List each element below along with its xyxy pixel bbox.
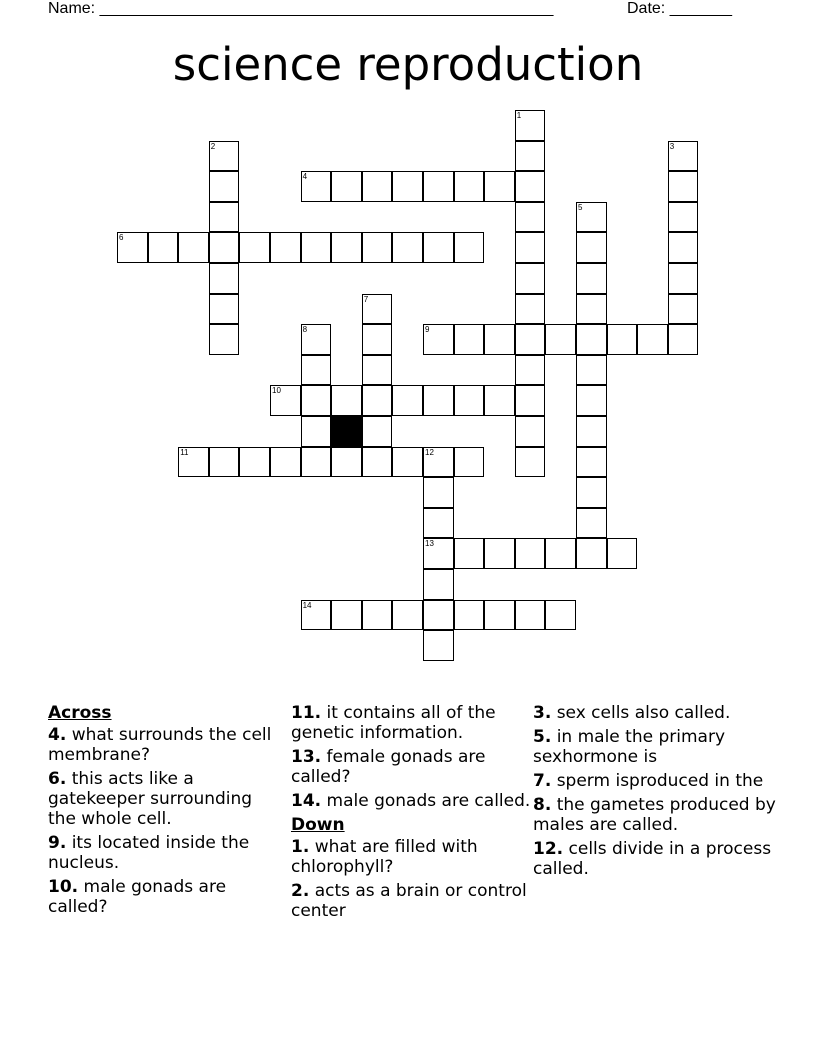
clue-number: 6 [119, 233, 124, 243]
grid-cell[interactable] [209, 171, 240, 202]
grid-cell[interactable] [515, 141, 546, 172]
grid-cell[interactable] [423, 508, 454, 539]
grid-cell[interactable] [331, 385, 362, 416]
clue-number: 12 [425, 447, 434, 457]
grid-cell[interactable] [454, 385, 485, 416]
grid-cell[interactable] [576, 232, 607, 263]
clue-across-4: 4. what surrounds the cell membrane? [48, 725, 272, 765]
grid-cell[interactable] [178, 447, 209, 478]
grid-cell[interactable] [301, 232, 332, 263]
grid-cell[interactable] [668, 202, 699, 233]
grid-cell[interactable] [454, 171, 485, 202]
grid-cell[interactable] [301, 171, 332, 202]
grid-cell[interactable] [515, 600, 546, 631]
grid-cell[interactable] [545, 600, 576, 631]
clue-down-3: 3. sex cells also called. [533, 703, 731, 723]
page-title: science reproduction [172, 38, 644, 91]
grid-cell[interactable] [423, 600, 454, 631]
clue-number: 8 [302, 325, 308, 335]
grid-cell[interactable] [545, 324, 576, 355]
grid-cell[interactable] [668, 232, 699, 263]
grid-cell[interactable] [545, 538, 576, 569]
grid-cell[interactable] [668, 171, 699, 202]
grid-cell[interactable] [576, 355, 607, 386]
clue-across-10: 10. male gonads are called? [48, 877, 227, 917]
clue-across-11: 11. it contains all of the genetic information. [291, 703, 496, 743]
grid-cell[interactable] [301, 385, 332, 416]
grid-cell[interactable] [331, 600, 362, 631]
grid-cell[interactable] [331, 171, 362, 202]
clues-column-2 [291, 703, 531, 925]
grid-cell[interactable] [515, 416, 546, 447]
grid-cell[interactable] [209, 447, 240, 478]
grid-cell[interactable] [331, 232, 362, 263]
grid-cell[interactable] [576, 294, 607, 325]
grid-cell[interactable] [301, 600, 332, 631]
grid-cell[interactable] [454, 232, 485, 263]
grid-cell[interactable] [515, 294, 546, 325]
across-heading: Across [48, 703, 112, 723]
grid-cell[interactable] [362, 416, 393, 447]
grid-cell[interactable] [423, 538, 454, 569]
grid-cell[interactable] [423, 324, 454, 355]
clue-down-8: 8. the gametes produced by males are called. [533, 795, 776, 835]
grid-cell[interactable] [392, 232, 423, 263]
grid-cell[interactable] [515, 263, 546, 294]
grid-cell[interactable] [301, 447, 332, 478]
grid-cell[interactable] [515, 538, 546, 569]
grid-cell[interactable] [423, 232, 454, 263]
date-field[interactable]: Date: _______ [627, 0, 732, 17]
grid-cell[interactable] [209, 141, 240, 172]
grid-cell[interactable] [576, 416, 607, 447]
clue-down-5: 5. in male the primary sexhormone is [533, 727, 726, 767]
grid-cell[interactable] [423, 447, 454, 478]
grid-cell[interactable] [607, 324, 638, 355]
grid-cell[interactable] [515, 171, 546, 202]
grid-cell[interactable] [454, 324, 485, 355]
grid-cell[interactable] [515, 110, 546, 141]
clue-across-14: 14. male gonads are called. [291, 791, 531, 811]
grid-cell[interactable] [209, 324, 240, 355]
grid-cell[interactable] [515, 385, 546, 416]
grid-cell[interactable] [362, 294, 393, 325]
grid-cell[interactable] [423, 569, 454, 600]
grid-cell[interactable] [392, 600, 423, 631]
clue-across-9: 9. its located inside the nucleus. [48, 833, 250, 873]
grid-cell[interactable] [392, 447, 423, 478]
grid-cell[interactable] [362, 600, 393, 631]
grid-cell[interactable] [576, 324, 607, 355]
grid-cell[interactable] [270, 232, 301, 263]
grid-cell[interactable] [362, 447, 393, 478]
grid-cell[interactable] [301, 355, 332, 386]
grid-cell[interactable] [209, 232, 240, 263]
grid-cell[interactable] [117, 232, 148, 263]
grid-cell[interactable] [362, 232, 393, 263]
grid-cell[interactable] [392, 171, 423, 202]
grid-cell[interactable] [515, 232, 546, 263]
clue-down-12: 12. cells divide in a process called. [533, 839, 772, 879]
clue-across-13: 13. female gonads are called? [291, 747, 486, 787]
grid-cell[interactable] [178, 232, 209, 263]
clue-down-2: 2. acts as a brain or control center [291, 881, 527, 921]
name-field[interactable]: Name: ___________________________________________________ [48, 0, 554, 17]
clue-number: 14 [302, 600, 312, 610]
grid-cell[interactable] [576, 538, 607, 569]
grid-cell[interactable] [515, 202, 546, 233]
clue-down-7: 7. sperm isproduced in the [533, 771, 764, 791]
grid-cell[interactable] [668, 324, 699, 355]
grid-cell[interactable] [454, 600, 485, 631]
grid-cell[interactable] [576, 477, 607, 508]
grid-cell[interactable] [392, 385, 423, 416]
clue-down-1: 1. what are filled with chlorophyll? [291, 837, 478, 877]
grid-cell[interactable] [301, 416, 332, 447]
grid-cell[interactable] [331, 447, 362, 478]
clues-column-1 [48, 703, 283, 921]
grid-cell[interactable] [301, 324, 332, 355]
grid-cell[interactable] [637, 324, 668, 355]
clue-number: 9 [425, 325, 430, 335]
clues-column-3 [533, 703, 783, 883]
grid-cell[interactable] [484, 171, 515, 202]
grid-cell[interactable] [576, 385, 607, 416]
grid-cell[interactable] [423, 630, 454, 661]
grid-cell[interactable] [209, 263, 240, 294]
clue-number: 2 [210, 141, 216, 151]
grid-cell[interactable] [270, 385, 301, 416]
grid-cell[interactable] [668, 141, 699, 172]
grid-cell[interactable] [576, 202, 607, 233]
grid-cell[interactable] [484, 600, 515, 631]
grid-cell[interactable] [484, 385, 515, 416]
grid-cell[interactable] [423, 477, 454, 508]
clue-number: 3 [669, 141, 675, 151]
clue-number: 1 [516, 111, 522, 120]
grid-cell[interactable] [148, 232, 179, 263]
grid-cell[interactable] [454, 538, 485, 569]
clue-number: 13 [425, 539, 434, 549]
grid-cell[interactable] [576, 508, 607, 539]
grid-cell[interactable] [362, 355, 393, 386]
grid-cell[interactable] [576, 447, 607, 478]
grid-cell[interactable] [209, 202, 240, 233]
grid-cell[interactable] [362, 171, 393, 202]
grid-cell[interactable] [484, 324, 515, 355]
clue-number: 11 [180, 447, 189, 457]
clue-number: 4 [302, 172, 308, 182]
black-cell [331, 416, 362, 447]
grid-cell[interactable] [270, 447, 301, 478]
down-heading: Down [291, 815, 345, 835]
clue-number: 5 [578, 202, 583, 212]
clue-across-6: 6. this acts like a gatekeeper surrounding the whole cell. [48, 769, 253, 829]
grid-cell[interactable] [576, 263, 607, 294]
grid-cell[interactable] [454, 447, 485, 478]
grid-cell[interactable] [484, 538, 515, 569]
grid-cell[interactable] [668, 263, 699, 294]
grid-cell[interactable] [515, 355, 546, 386]
grid-cell[interactable] [423, 171, 454, 202]
grid-cell[interactable] [239, 232, 270, 263]
grid-cell[interactable] [209, 294, 240, 325]
clue-number: 10 [272, 386, 281, 396]
clue-number: 7 [363, 294, 369, 304]
grid-cell[interactable] [423, 385, 454, 416]
grid-cell[interactable] [515, 324, 546, 355]
grid-cell[interactable] [239, 447, 270, 478]
grid-cell[interactable] [362, 324, 393, 355]
grid-cell[interactable] [607, 538, 638, 569]
grid-cell[interactable] [362, 385, 393, 416]
grid-cell[interactable] [515, 447, 546, 478]
grid-cell[interactable] [668, 294, 699, 325]
